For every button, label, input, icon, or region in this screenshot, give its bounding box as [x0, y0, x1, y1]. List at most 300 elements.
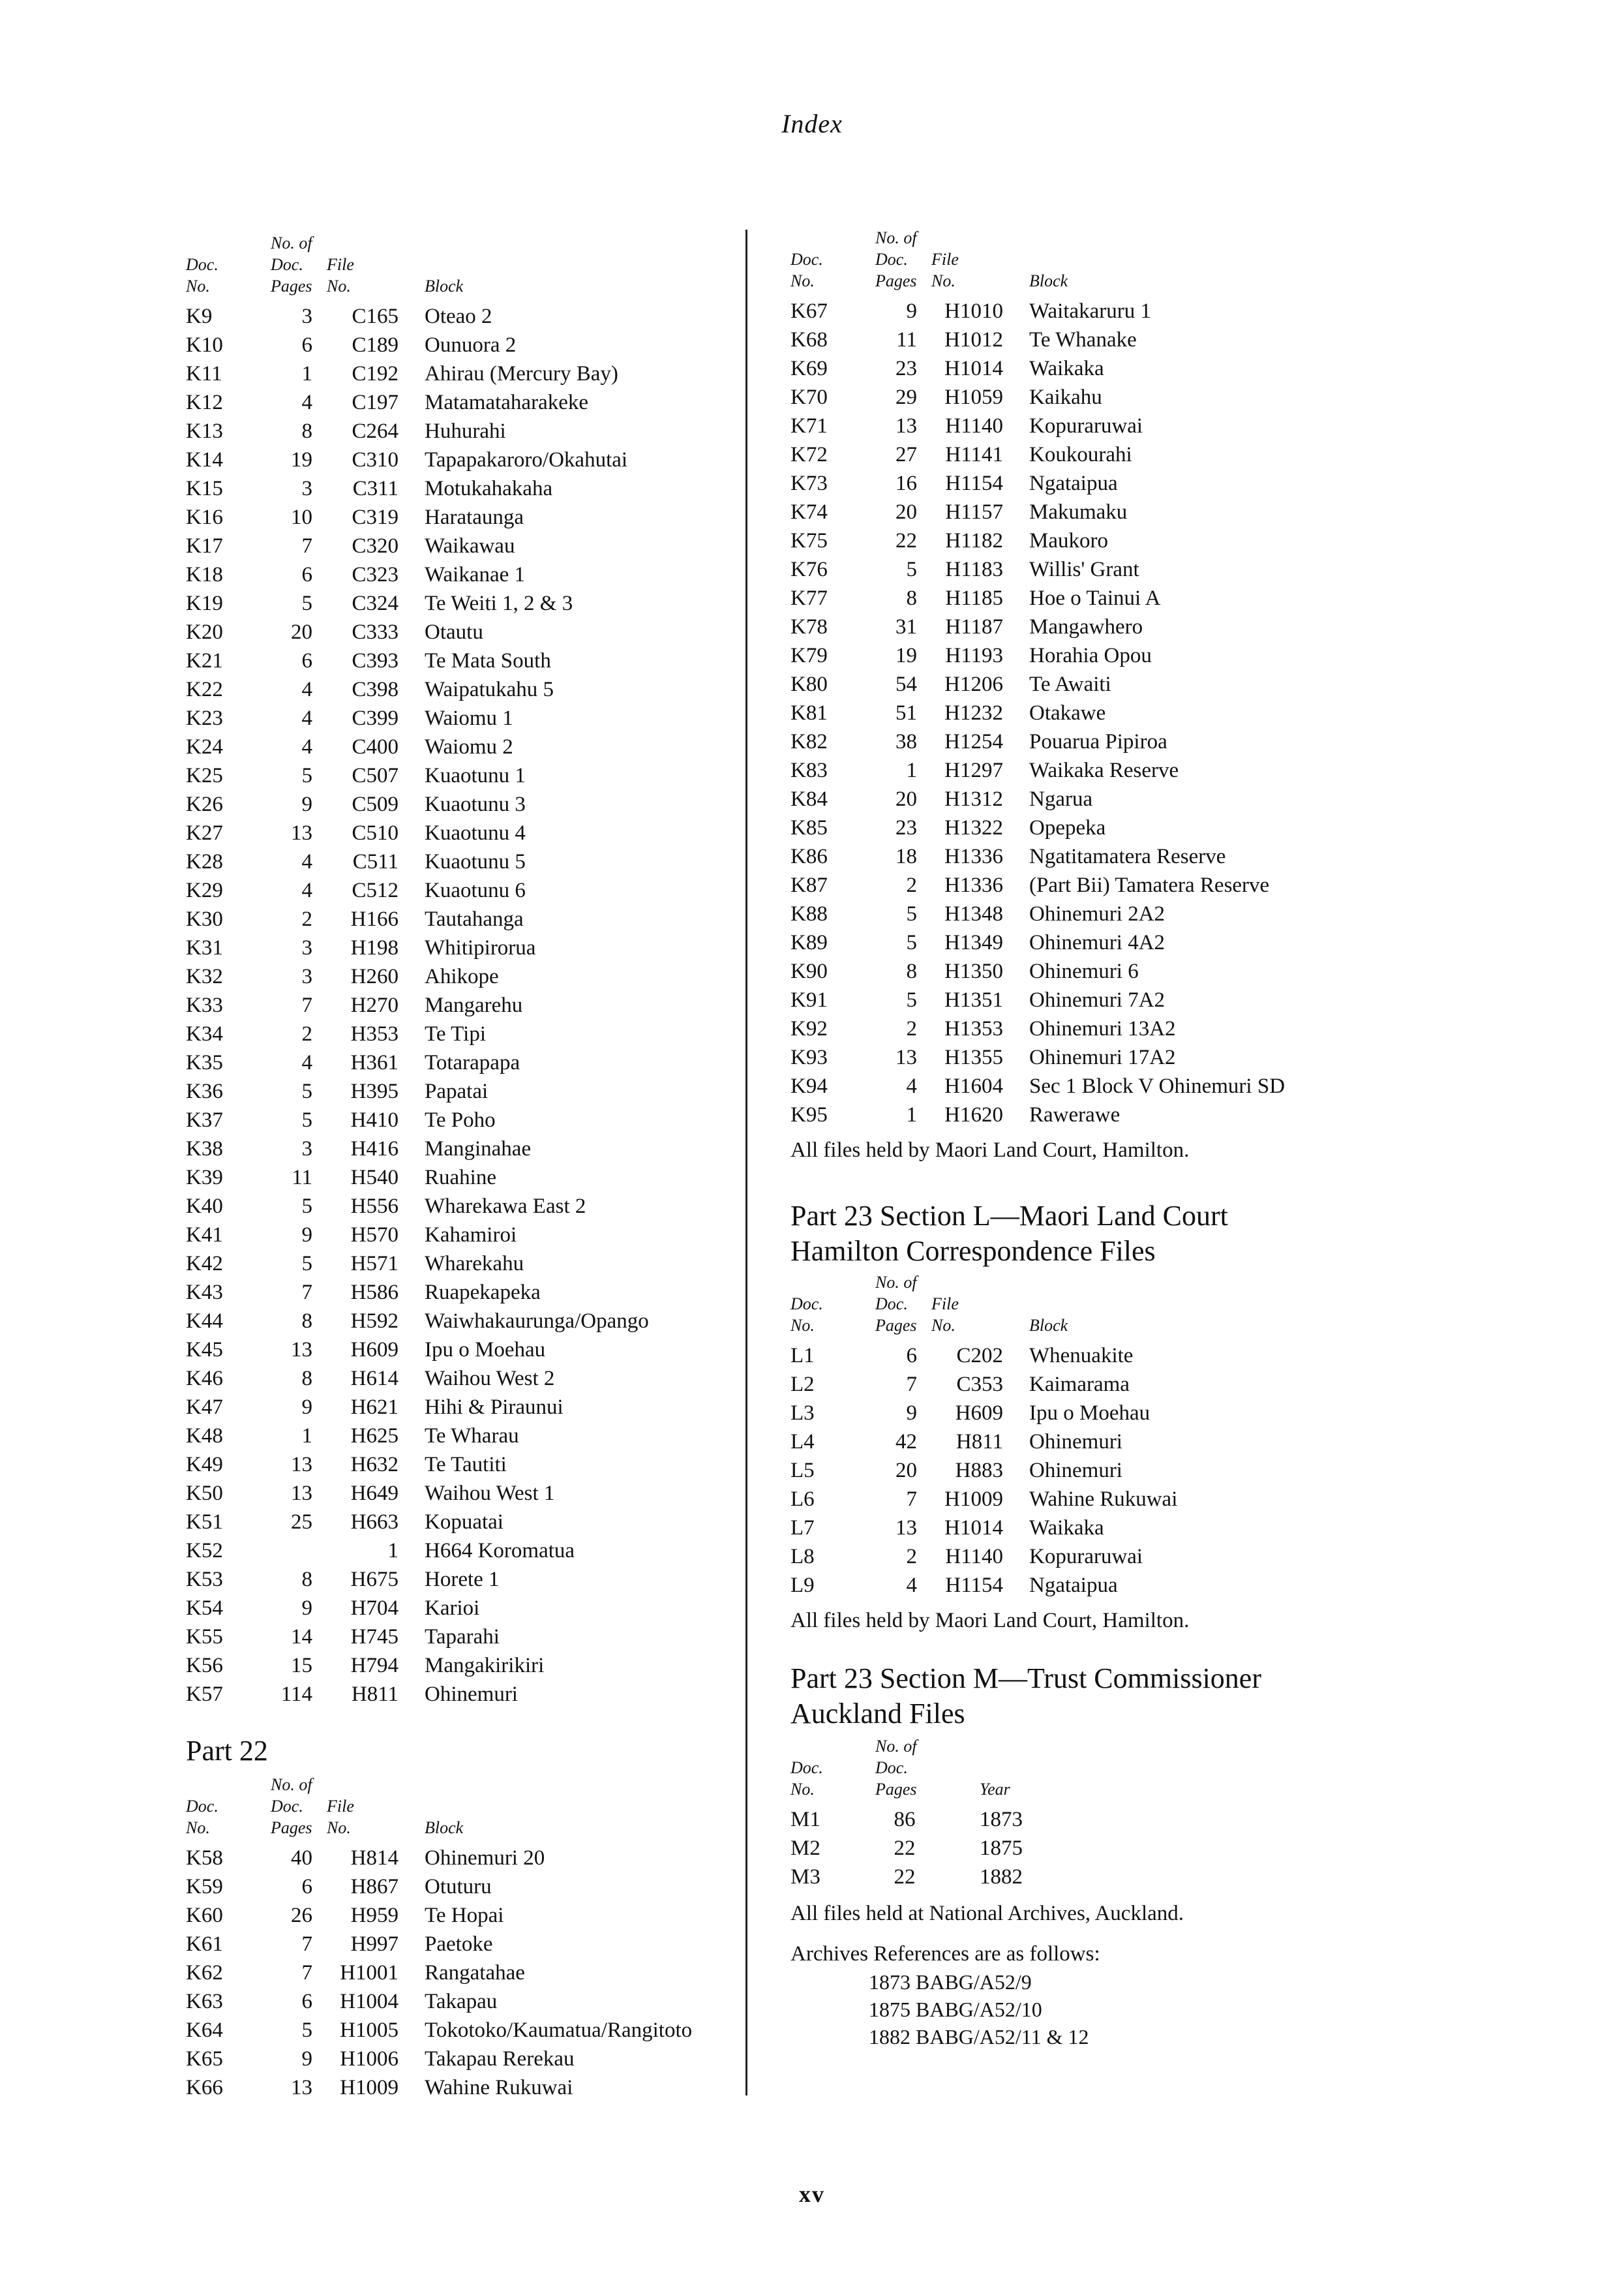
table-row [186, 647, 649, 675]
table-row [186, 331, 649, 359]
cell-file: H1297 [944, 758, 1003, 782]
cell-doc: K46 [186, 1366, 223, 1390]
table-row [186, 962, 649, 991]
column-divider [745, 230, 747, 2096]
table-row [790, 498, 1285, 526]
cell-pages: 15 [291, 1653, 312, 1677]
table-header [790, 227, 1285, 297]
table-row [186, 1958, 692, 1987]
page-title: Index [781, 109, 843, 138]
cell-file: C165 [352, 304, 398, 328]
cell-file: H1157 [945, 500, 1003, 524]
right-column [790, 227, 1443, 2050]
cell-doc: K89 [790, 930, 828, 954]
part-22-title: Part 22 [186, 1735, 268, 1767]
cell-file: C192 [352, 361, 398, 386]
cell-file: C324 [352, 591, 398, 615]
left-column [186, 232, 734, 2102]
table-row [790, 699, 1285, 727]
cell-block: Tapapakaroro/Okahutai [425, 448, 628, 472]
table-row [790, 469, 1285, 498]
cell-doc: L1 [790, 1343, 815, 1367]
cell-doc: K9 [186, 304, 213, 328]
cell-file: H353 [350, 1022, 398, 1046]
table-row [186, 1651, 649, 1680]
cell-doc: K94 [790, 1074, 828, 1098]
cell-block: Te Wharau [425, 1424, 519, 1448]
cell-doc: K52 [186, 1538, 223, 1562]
cell-file: H1009 [944, 1487, 1003, 1511]
cell-block: Tokotoko/Kaumatua/Rangitoto [425, 2018, 693, 2042]
cell-pages: 8 [301, 419, 312, 443]
cell-pages: 6 [301, 1874, 312, 1898]
cell-pages: 8 [906, 586, 917, 610]
cell-pages: 114 [280, 1682, 312, 1706]
cell-pages: 13 [895, 414, 917, 438]
cell-doc: K42 [186, 1251, 223, 1275]
cell-file: H570 [350, 1223, 398, 1247]
header-doc-no: Doc. No. [790, 1294, 823, 1335]
cell-file: H663 [350, 1510, 398, 1534]
cell-pages: 4 [301, 677, 312, 701]
table-row [186, 503, 649, 532]
cell-doc: L4 [790, 1429, 815, 1454]
table-row [790, 526, 1285, 555]
cell-doc: K58 [186, 1846, 223, 1870]
cell-file: H410 [350, 1108, 398, 1132]
table-row [790, 1072, 1285, 1101]
table-row [186, 1623, 649, 1651]
cell-pages: 5 [906, 557, 917, 581]
cell-pages: 6 [906, 1343, 917, 1367]
table-row [790, 1399, 1177, 1427]
cell-pages: 4 [906, 1074, 917, 1098]
cell-file: H270 [350, 993, 398, 1017]
cell-pages: 5 [906, 988, 917, 1012]
cell-pages: 23 [895, 356, 917, 380]
page-number: xv [799, 2181, 825, 2207]
cell-block: Takapau [425, 1989, 498, 2013]
header-doc-no: Doc. No. [790, 250, 823, 290]
cell-year: 1882 [980, 1865, 1023, 1889]
cell-file: H1005 [340, 2018, 398, 2042]
cell-doc: L7 [790, 1516, 815, 1540]
cell-doc: K20 [186, 620, 223, 644]
cell-file: H814 [350, 1846, 398, 1870]
cell-block: Waihou West 2 [425, 1366, 555, 1390]
table-row [186, 905, 649, 934]
cell-doc: L5 [790, 1458, 815, 1482]
cell-pages: 26 [291, 1903, 312, 1927]
table-row [790, 1514, 1177, 1542]
cell-block: Sec 1 Block V Ohinemuri SD [1029, 1074, 1286, 1098]
cell-doc: K37 [186, 1108, 223, 1132]
cell-pages: 3 [301, 304, 312, 328]
header-no-of-doc-pages: No. of Doc. Pages [875, 228, 917, 290]
cell-doc: K28 [186, 849, 223, 874]
cell-pages: 13 [291, 821, 312, 845]
cell-pages: 4 [906, 1573, 917, 1597]
cell-doc: K44 [186, 1309, 223, 1333]
cell-pages: 9 [906, 299, 917, 323]
cell-file: C202 [956, 1343, 1003, 1367]
cell-file: H361 [350, 1050, 398, 1074]
cell-doc: L9 [790, 1573, 815, 1597]
cell-file: H1182 [945, 528, 1003, 553]
cell-file: C507 [352, 763, 398, 787]
cell-pages: 42 [895, 1429, 917, 1454]
header-no-of-doc-pages: No. of Doc. Pages [875, 1273, 917, 1335]
table-row [186, 819, 649, 847]
cell-block: Hihi & Piraunui [425, 1395, 564, 1419]
cell-block: Kopuatai [425, 1510, 504, 1534]
archives-references-intro: Archives References are as follows: [790, 1942, 1100, 1966]
cell-file: C398 [352, 677, 398, 701]
cell-file: C399 [352, 706, 398, 730]
cell-block: Ohinemuri 6 [1029, 959, 1139, 983]
cell-file: H586 [350, 1280, 398, 1304]
cell-block: Te Mata South [425, 648, 551, 673]
cell-doc: K48 [186, 1424, 223, 1448]
table-row [790, 1101, 1285, 1129]
table-row [186, 847, 649, 876]
cell-doc: K17 [186, 534, 223, 558]
section-l-title: Part 23 Section L—Maori Land Court Hamilton Correspondence Files [790, 1200, 1228, 1267]
table-row [186, 1221, 649, 1249]
cell-block: Oteao 2 [425, 304, 492, 328]
cell-doc: K15 [186, 476, 223, 500]
cell-doc: K91 [790, 988, 828, 1012]
cell-file: C311 [352, 476, 398, 500]
table-row [186, 1048, 649, 1077]
cell-doc: K19 [186, 591, 223, 615]
cell-doc: K55 [186, 1624, 223, 1649]
cell-pages: 7 [301, 993, 312, 1017]
cell-pages: 51 [895, 701, 917, 725]
table-row [186, 1278, 649, 1307]
cell-file: H1006 [340, 2047, 398, 2071]
cell-file: C511 [352, 849, 398, 874]
cell-doc: K47 [186, 1395, 223, 1419]
cell-file: H571 [350, 1251, 398, 1275]
cell-doc: K41 [186, 1223, 223, 1247]
cell-doc: K59 [186, 1874, 223, 1898]
cell-doc: K71 [790, 414, 828, 438]
cell-block: Whenuakite [1029, 1343, 1134, 1367]
cell-doc: M1 [790, 1807, 820, 1831]
cell-block: Waikanae 1 [425, 562, 526, 587]
cell-pages: 13 [291, 1452, 312, 1476]
table-row [186, 675, 649, 704]
cell-pages: 7 [301, 1280, 312, 1304]
cell-block: Ipu o Moehau [425, 1337, 546, 1362]
cell-doc: K43 [186, 1280, 223, 1304]
cell-block: Waiomu 1 [425, 706, 513, 730]
header-block: Block [425, 1818, 464, 1837]
header-block: Block [1029, 1316, 1068, 1335]
header-doc-no: Doc. No. [186, 1797, 218, 1837]
cell-pages [271, 1536, 323, 1565]
cell-doc: L2 [790, 1372, 815, 1396]
cell-doc: K40 [186, 1194, 223, 1218]
cell-file: H1141 [945, 442, 1003, 466]
cell-file: H1312 [944, 787, 1003, 811]
cell-doc: K54 [186, 1596, 223, 1620]
cell-file: H675 [350, 1567, 398, 1591]
cell-pages: 5 [301, 1108, 312, 1132]
cell-doc: L3 [790, 1401, 815, 1425]
cell-pages: 23 [895, 815, 917, 840]
cell-doc: K90 [790, 959, 828, 983]
table-row [186, 560, 649, 589]
cell-file: H811 [955, 1429, 1003, 1454]
table-row [186, 1020, 649, 1048]
cell-block: Ohinemuri 7A2 [1029, 988, 1165, 1012]
cell-pages: 7 [301, 534, 312, 558]
cell-doc: L8 [790, 1544, 815, 1568]
cell-file: H592 [350, 1309, 398, 1333]
cell-pages: 2 [301, 907, 312, 931]
cell-doc: K62 [186, 1960, 223, 1985]
cell-file: H1350 [944, 959, 1003, 983]
cell-file: C264 [352, 419, 398, 443]
table-row [186, 1106, 649, 1135]
table-row [790, 326, 1285, 354]
cell-pages: 14 [291, 1624, 312, 1649]
cell-pages: 3 [301, 1136, 312, 1161]
cell-file: H609 [350, 1337, 398, 1362]
table-row [790, 613, 1285, 641]
cell-file: C197 [352, 390, 398, 414]
cell-block: Kopuraruwai [1029, 1544, 1143, 1568]
cell-block: Takapau Rerekau [425, 2047, 575, 2071]
cell-pages: 6 [301, 333, 312, 357]
cell-doc: K93 [790, 1045, 828, 1069]
table-header [186, 232, 649, 302]
cell-pages: 1 [301, 361, 312, 386]
note-maori-land-court: All files held by Maori Land Court, Hamilton. [790, 1138, 1190, 1162]
cell-pages: 2 [906, 1544, 917, 1568]
cell-file: H1014 [944, 1516, 1003, 1540]
cell-block: Willis' Grant [1029, 557, 1139, 581]
header-no-of-doc-pages: No. of Doc. Pages [271, 234, 312, 296]
cell-pages: 2 [301, 1022, 312, 1046]
cell-file: H1620 [944, 1103, 1003, 1127]
cell-doc: K50 [186, 1481, 223, 1505]
cell-doc: K63 [186, 1989, 223, 2013]
cell-block: Ngatitamatera Reserve [1029, 844, 1226, 868]
cell-block: Ohinemuri [1029, 1458, 1122, 1482]
header-file-no: File No. [327, 255, 354, 296]
index-table-section-l [790, 1272, 1177, 1600]
cell-doc: K12 [186, 390, 223, 414]
cell-doc: K49 [186, 1452, 223, 1476]
cell-file: C400 [352, 735, 398, 759]
cell-doc: K83 [790, 758, 828, 782]
cell-file: H794 [350, 1653, 398, 1677]
cell-doc: K53 [186, 1567, 223, 1591]
cell-file: H540 [350, 1165, 398, 1189]
cell-doc: K87 [790, 873, 828, 897]
cell-doc: M2 [790, 1836, 820, 1860]
cell-file: C189 [352, 333, 398, 357]
header-file-no: File No. [931, 1294, 959, 1335]
table-row [186, 1307, 649, 1335]
cell-file: H649 [350, 1481, 398, 1505]
table-row [186, 790, 649, 819]
archives-reference: 1873 BABG/A52/9 [869, 1970, 1032, 1994]
table-row [790, 900, 1285, 928]
cell-pages: 5 [301, 2018, 312, 2042]
header-block: Block [425, 277, 464, 296]
cell-file: H1001 [340, 1960, 398, 1985]
cell-file: 1 [387, 1538, 398, 1562]
cell-file: H1059 [944, 385, 1003, 409]
table-row [186, 761, 649, 790]
note-national-archives: All files held at National Archives, Auckland. [790, 1902, 1184, 1925]
table-row [790, 555, 1285, 584]
cell-pages: 54 [895, 672, 917, 696]
table-header [186, 1774, 692, 1844]
cell-block: Waikaka [1029, 1516, 1104, 1540]
cell-pages: 7 [301, 1960, 312, 1985]
cell-block: Kaikahu [1029, 385, 1102, 409]
cell-block: Paetoke [425, 1932, 493, 1956]
cell-block: Pouarua Pipiroa [1029, 729, 1167, 754]
cell-pages: 5 [906, 930, 917, 954]
cell-pages: 11 [896, 328, 917, 352]
cell-doc: K26 [186, 792, 223, 816]
cell-doc: K13 [186, 419, 223, 443]
cell-file: H1232 [944, 701, 1003, 725]
cell-block: Ahirau (Mercury Bay) [425, 361, 618, 386]
table-row [186, 2045, 692, 2073]
cell-pages: 6 [301, 1989, 312, 2013]
table-row [790, 928, 1285, 957]
cell-block: (Part Bii) Tamatera Reserve [1029, 873, 1270, 897]
cell-block: Te Tipi [425, 1022, 486, 1046]
cell-block: Mangawhero [1029, 615, 1143, 639]
cell-doc: K21 [186, 648, 223, 673]
table-row [186, 1987, 692, 2016]
cell-file: H704 [350, 1596, 398, 1620]
cell-file: H745 [350, 1624, 398, 1649]
cell-block: Waiwhakaurunga/Opango [425, 1309, 649, 1333]
cell-pages: 9 [301, 792, 312, 816]
table-row [790, 297, 1285, 326]
table-row [186, 704, 649, 733]
cell-pages: 9 [301, 1395, 312, 1419]
cell-doc: K69 [790, 356, 828, 380]
archives-reference: 1882 BABG/A52/11 & 12 [869, 2025, 1089, 2049]
cell-file: H1355 [944, 1045, 1003, 1069]
cell-pages: 7 [301, 1932, 312, 1956]
cell-pages: 5 [301, 1079, 312, 1103]
cell-block: Motukahakaha [425, 476, 553, 500]
cell-pages: 13 [291, 2075, 312, 2099]
cell-file: C333 [352, 620, 398, 644]
table-row [790, 1542, 1177, 1571]
cell-doc: K33 [186, 993, 223, 1017]
cell-block: Waikaka Reserve [1029, 758, 1179, 782]
cell-pages: 20 [895, 1458, 917, 1482]
cell-doc: K76 [790, 557, 828, 581]
cell-pages: 19 [895, 643, 917, 667]
cell-file: H811 [351, 1682, 398, 1706]
cell-doc: K73 [790, 471, 828, 495]
cell-doc: K67 [790, 299, 828, 323]
header-block: Block [1029, 271, 1068, 290]
cell-pages: 86 [894, 1807, 916, 1831]
cell-doc: K82 [790, 729, 828, 754]
cell-block: Otautu [425, 620, 483, 644]
cell-block: Kahamiroi [425, 1223, 517, 1247]
table-row [186, 1930, 692, 1958]
cell-block: Te Tautiti [425, 1452, 507, 1476]
table-row [790, 1043, 1285, 1072]
table-row [790, 412, 1285, 440]
table-row [790, 1834, 1023, 1863]
table-row [186, 1450, 649, 1479]
cell-file: H1349 [944, 930, 1003, 954]
cell-pages: 18 [895, 844, 917, 868]
cell-block: Ohinemuri 20 [425, 1846, 545, 1870]
table-row [186, 1844, 692, 1872]
cell-doc: K66 [186, 2075, 223, 2099]
cell-block: Maukoro [1029, 528, 1108, 553]
table-row [186, 532, 649, 560]
table-row [790, 1341, 1177, 1370]
cell-block: Kuaotunu 5 [425, 849, 526, 874]
cell-block: Waitakaruru 1 [1029, 299, 1152, 323]
cell-doc: K85 [790, 815, 828, 840]
table-row [790, 1863, 1023, 1891]
cell-file: H625 [350, 1424, 398, 1448]
cell-block: Ohinemuri 17A2 [1029, 1045, 1176, 1069]
cell-doc: K18 [186, 562, 223, 587]
table-body [790, 297, 1285, 1129]
cell-block: Ruapekapeka [425, 1280, 541, 1304]
table-row [186, 2016, 692, 2045]
cell-file: H1206 [944, 672, 1003, 696]
table-body [186, 302, 649, 1709]
cell-year: 1873 [980, 1807, 1023, 1831]
cell-doc: K11 [186, 361, 222, 386]
cell-pages: 1 [906, 758, 917, 782]
cell-block: Waihou West 1 [425, 1481, 555, 1505]
table-row [186, 876, 649, 905]
cell-pages: 25 [291, 1510, 312, 1534]
cell-file: H621 [350, 1395, 398, 1419]
table-row [186, 1508, 649, 1536]
cell-block: Whitipirorua [425, 936, 536, 960]
cell-doc: K16 [186, 505, 223, 529]
cell-pages: 20 [895, 787, 917, 811]
cell-doc: K86 [790, 844, 828, 868]
cell-doc: K75 [790, 528, 828, 553]
cell-block: Te Poho [425, 1108, 496, 1132]
table-row [790, 1456, 1177, 1485]
cell-block: Ngataipua [1029, 1573, 1118, 1597]
cell-block: Waiomu 2 [425, 735, 513, 759]
cell-block: Waipatukahu 5 [425, 677, 554, 701]
table-row [790, 1014, 1285, 1043]
cell-pages: 22 [894, 1836, 916, 1860]
cell-block: Kuaotunu 3 [425, 792, 526, 816]
table-row [790, 1805, 1023, 1834]
cell-doc: K79 [790, 643, 828, 667]
cell-file: H632 [350, 1452, 398, 1476]
